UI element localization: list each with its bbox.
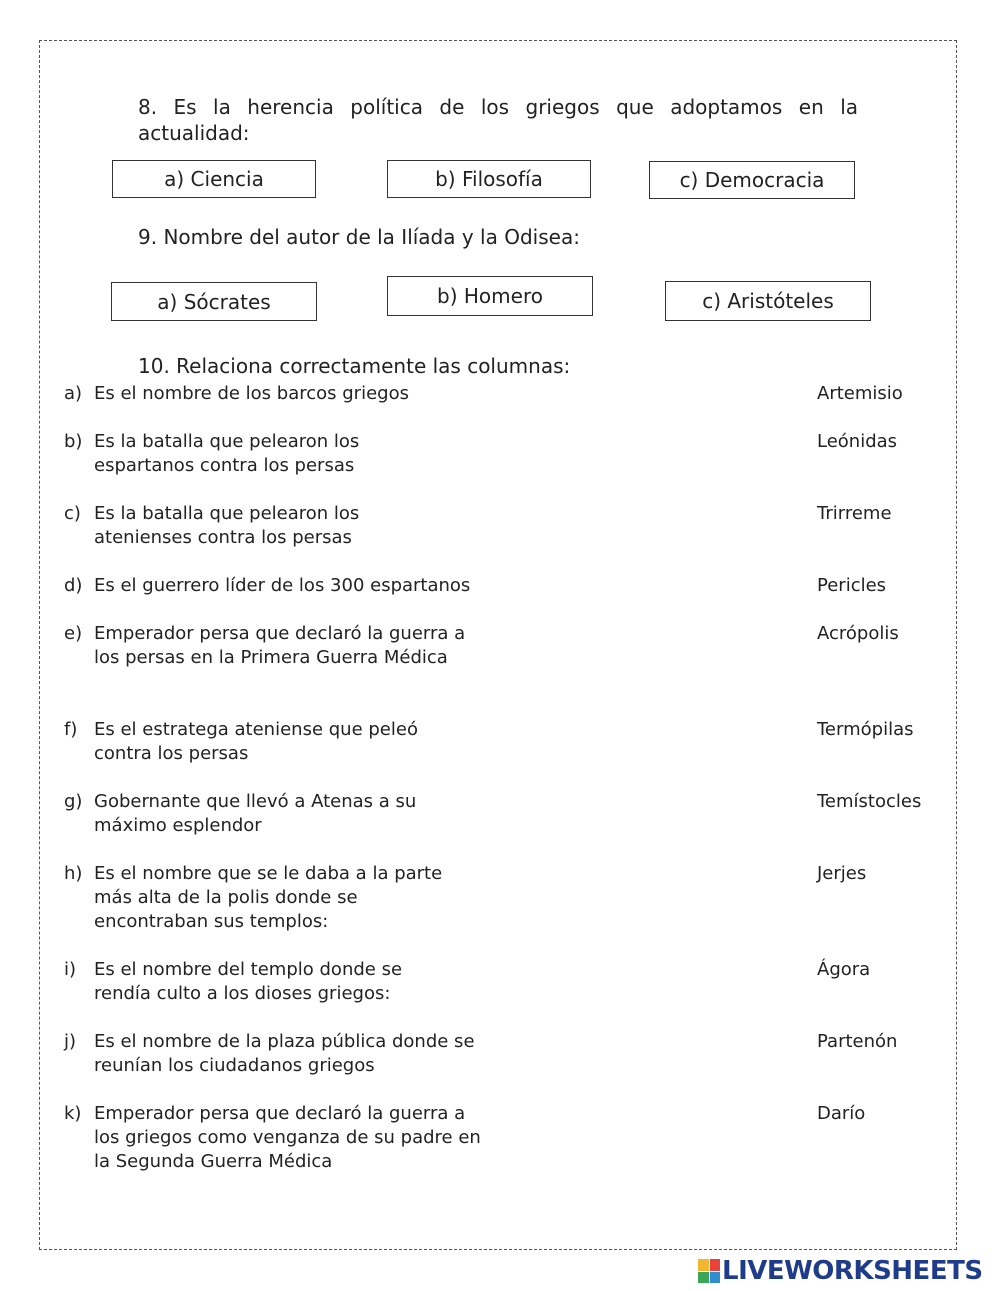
q9-option-b[interactable]: b) Homero — [387, 276, 593, 316]
match-item-letter: f) — [64, 719, 78, 740]
question-8-text: 8. Es la herencia política de los griegos que adoptamos en la actualidad: — [138, 95, 858, 145]
q8-option-b[interactable]: b) Filosofía — [387, 160, 591, 198]
match-term[interactable]: Jerjes — [817, 863, 867, 884]
match-item-text: Es el estratega ateniense que peleó contra los persas — [94, 719, 418, 764]
match-term[interactable]: Ágora — [817, 959, 871, 980]
match-item-letter: j) — [64, 1031, 77, 1052]
match-item-letter: g) — [64, 791, 83, 812]
match-item-letter: k) — [64, 1103, 82, 1124]
match-item-letter: c) — [64, 503, 81, 524]
match-item-text: Emperador persa que declaró la guerra a los persas en la Primera Guerra Médica — [94, 623, 466, 668]
match-term[interactable]: Artemisio — [817, 383, 903, 404]
match-item-letter: d) — [64, 575, 83, 596]
liveworksheets-logo-icon — [698, 1259, 720, 1283]
match-term[interactable]: Trirreme — [817, 503, 892, 524]
match-term[interactable]: Acrópolis — [817, 623, 899, 644]
match-term[interactable]: Leónidas — [817, 431, 898, 452]
question-9-text: 9. Nombre del autor de la Ilíada y la Odisea: — [138, 225, 580, 249]
match-item-text: Es la batalla que pelearon los espartanos contra los persas — [94, 431, 360, 476]
match-item-letter: e) — [64, 623, 83, 644]
match-item-text: Es el nombre de los barcos griegos — [94, 383, 409, 404]
match-term[interactable]: Partenón — [817, 1031, 898, 1052]
match-item-text: Es el nombre de la plaza pública donde se reunían los ciudadanos griegos — [94, 1031, 475, 1076]
match-term[interactable]: Darío — [817, 1103, 866, 1124]
match-item-text: Es el nombre del templo donde se rendía culto a los dioses griegos: — [94, 959, 403, 1004]
match-term[interactable]: Termópilas — [817, 719, 914, 740]
question-10-text: 10. Relaciona correctamente las columnas: — [138, 354, 571, 378]
match-item-text: Es la batalla que pelearon los atenienses contra los persas — [94, 503, 360, 548]
q9-option-a[interactable]: a) Sócrates — [111, 282, 317, 321]
liveworksheets-logo — [698, 1256, 983, 1286]
match-item-text: Gobernante que llevó a Atenas a su máximo esplendor — [94, 791, 417, 836]
q8-option-c[interactable]: c) Democracia — [649, 161, 855, 199]
match-item-text: Es el nombre que se le daba a la parte más alta de la polis donde se encontraban sus templos: — [94, 863, 443, 932]
match-item-letter: b) — [64, 431, 83, 452]
match-item-letter: a) — [64, 383, 83, 404]
match-term[interactable]: Pericles — [817, 575, 887, 596]
match-item-letter: h) — [64, 863, 83, 884]
match-item-letter: i) — [64, 959, 77, 980]
q9-option-c[interactable]: c) Aristóteles — [665, 281, 871, 321]
brand-name: LIVEWORKSHEETS — [722, 1256, 983, 1286]
match-term[interactable]: Temístocles — [817, 791, 922, 812]
q8-option-a[interactable]: a) Ciencia — [112, 160, 316, 198]
match-item-text: Emperador persa que declaró la guerra a los griegos como venganza de su padre en la Segunda Guerra Médica — [94, 1103, 481, 1172]
match-item-text: Es el guerrero líder de los 300 espartanos — [94, 575, 471, 596]
